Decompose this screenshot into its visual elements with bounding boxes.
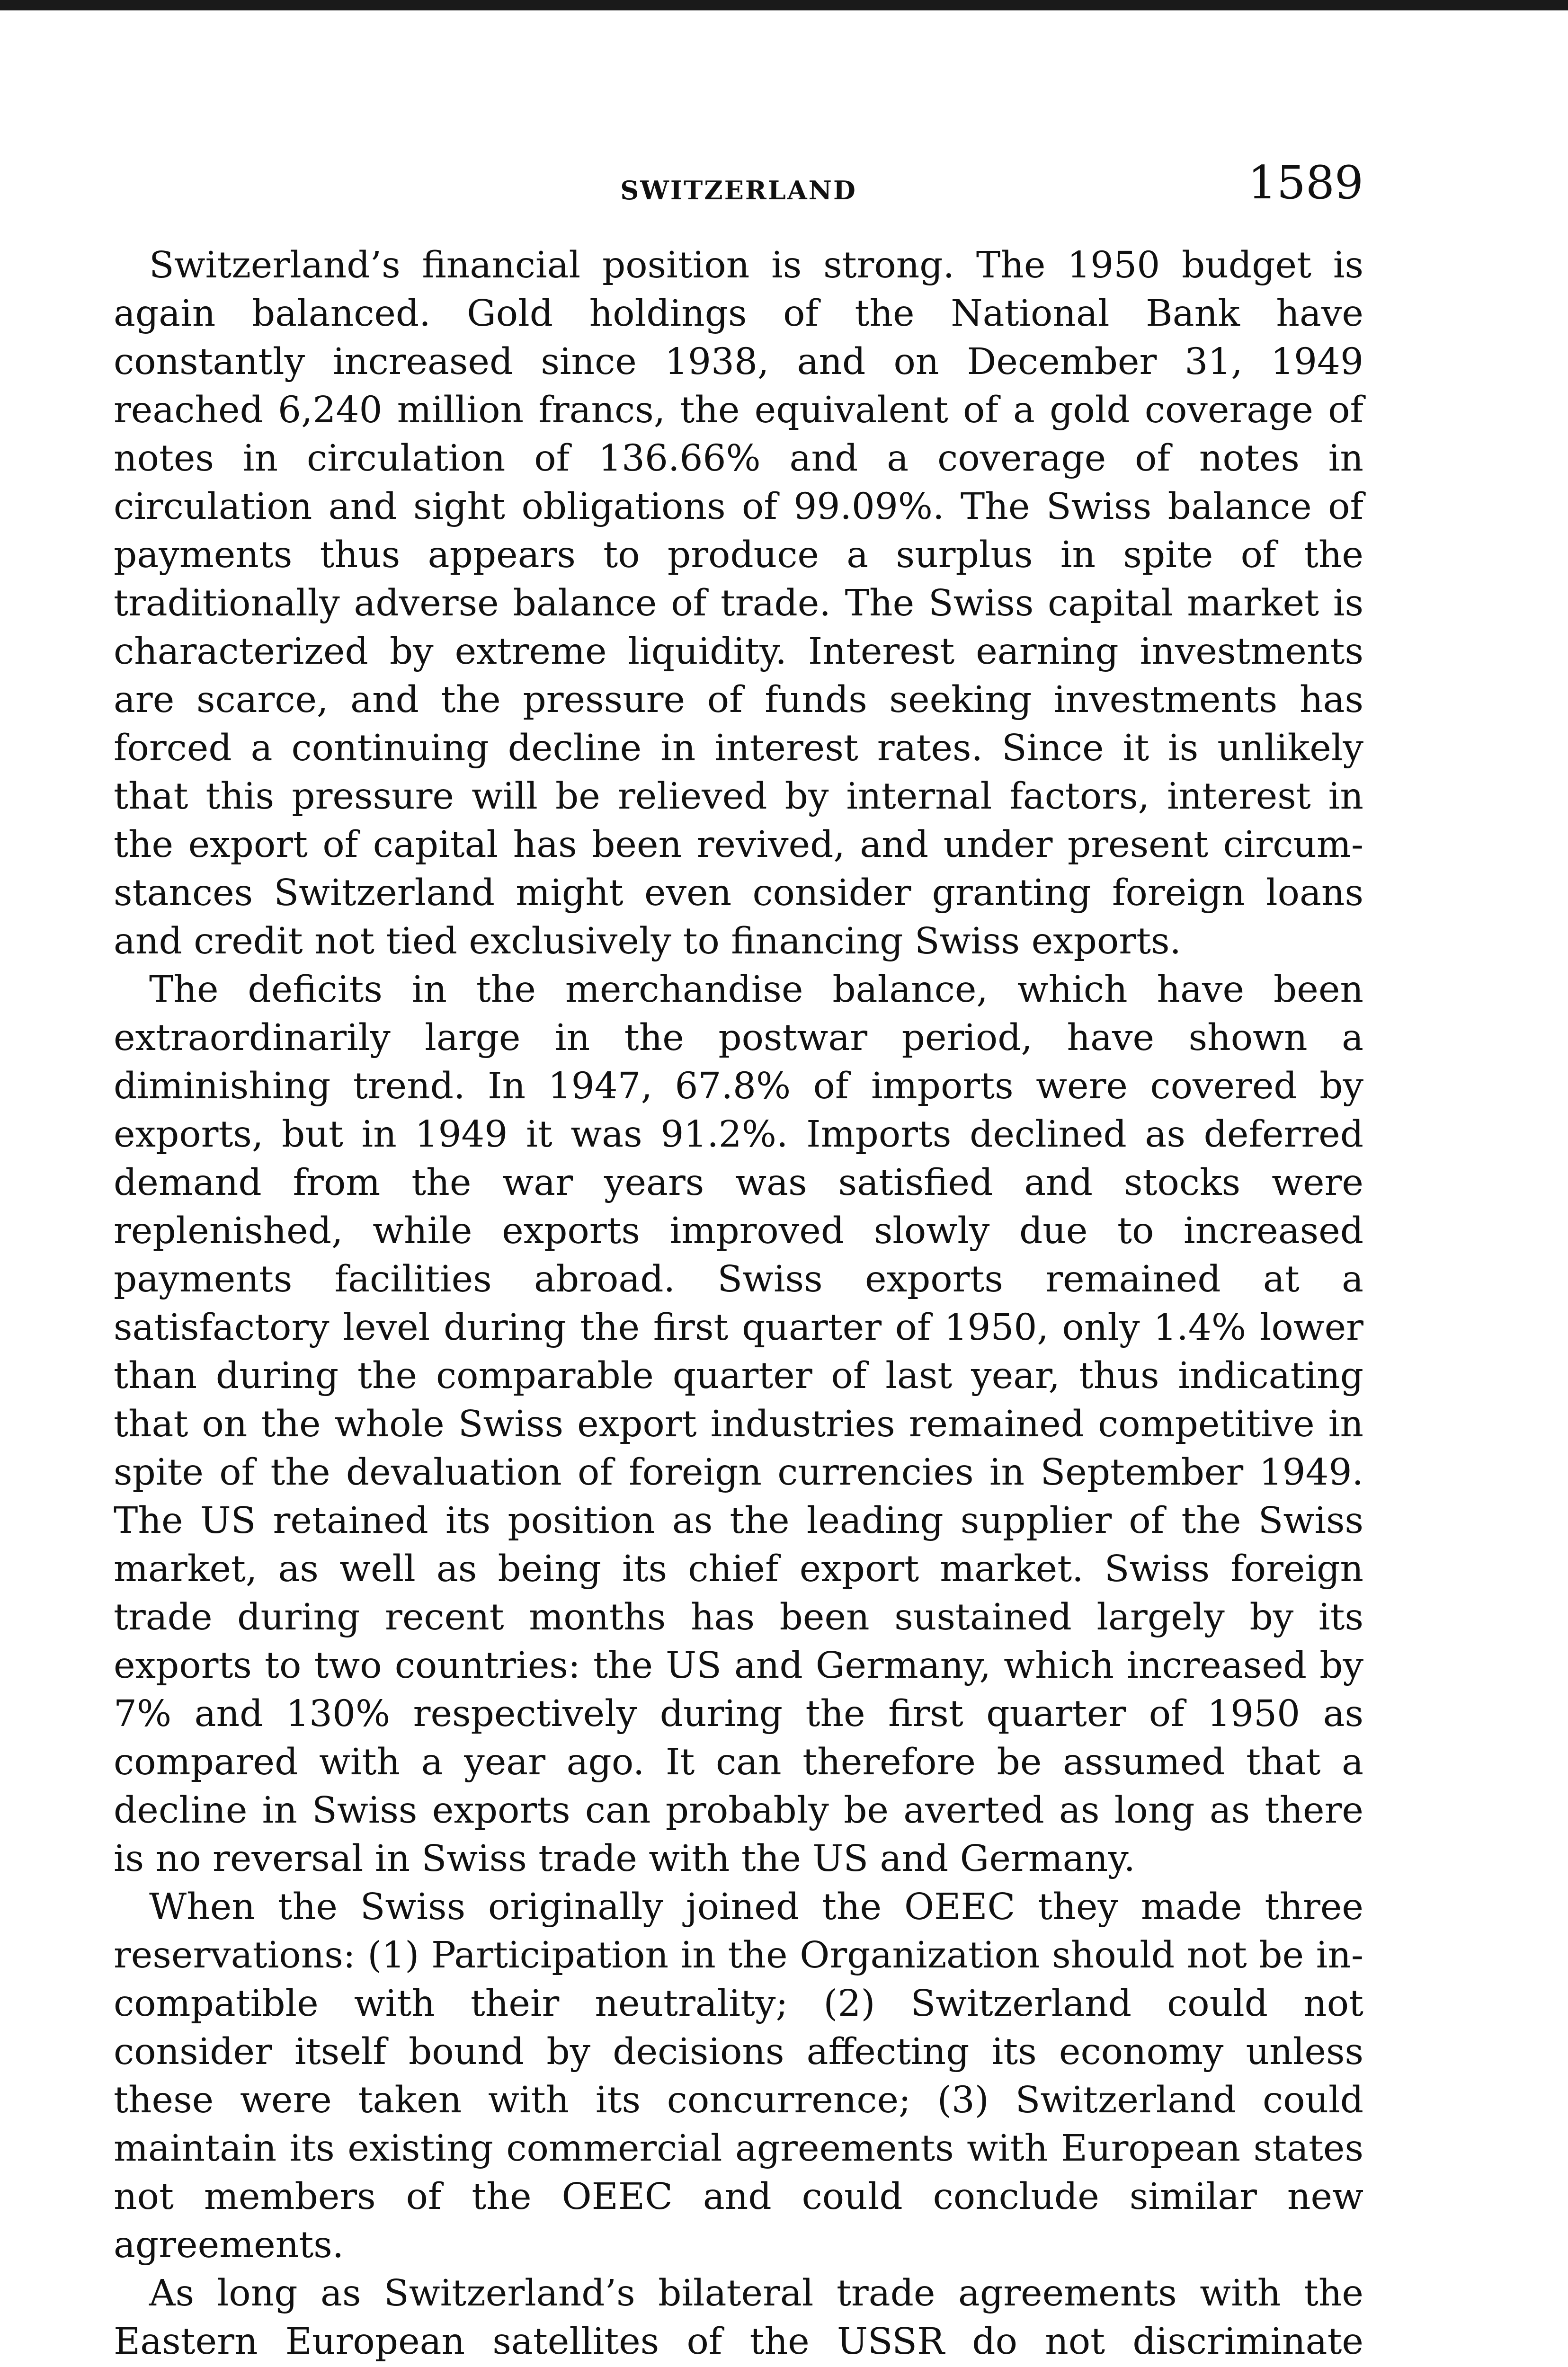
paragraph-merchandise-balance: The deficits in the merchandise balance, which have been extraordinarily large in the postwar period, have shown a diminishing trend. In 1947, 67.8% of imports were covered by exports, but in 1949 it was 91.2%. Imports declined as deferred demand from the war years was satisfied and stocks were replenished, while exports improved slowly due to increased payments facilities abroad. Swiss exports remained at a satisfactory level during the first quarter of 1950, only 1.4% lower than during the comparable quarter of last year, thus indicating that on the whole Swiss export industries remained competitive in spite of the devaluation of foreign currencies in September 1949. The US retained its position as the leading supplier of the Swiss market, as well as being its chief export market. Swiss foreign trade during recent months has been sustained largely by its exports to two countries: the US and Germany, which increased by 7% and 130% respectively during the first quarter of 1950 as compared with a year ago. It can therefore be assumed that a decline in Swiss exports can probably be averted as long as there is no reversal in Swiss trade with the US and Germany. <box>114 969 1363 1880</box>
body-text <box>114 241 1363 2367</box>
page-number: 1589 <box>1247 156 1363 209</box>
top-border-rule <box>0 0 1568 10</box>
running-head: SWITZERLAND <box>620 175 857 205</box>
paragraph-financial-position: Switzerland’s financial position is strong. The 1950 budget is again balanced. Gold holdings of the National Bank have constantly increased since 1938, and on December 31, 1949 reached 6,240 million francs, the equivalent of a gold coverage of notes in circulation of 136.66% and a coverage of notes in circulation and sight obligations of 99.09%. The Swiss balance of payments thus appears to produce a surplus in spite of the traditionally adverse balance of trade. The Swiss capital market is characterized by extreme liquidity. Interest earning investments are scarce, and the pressure of funds seeking investments has forced a continuing decline in interest rates. Since it is unlikely that this pressure will be relieved by internal factors, interest in the export of capital has been revived, and under present circumstances Switzerland might even consider granting foreign loans and credit not tied exclusively to financing Swiss exports. <box>114 244 1363 962</box>
paragraph-bilateral-agreements: As long as Switzerland’s bilateral trade agreements with the Eastern European satellites of the USSR do not discriminate <box>114 2272 1363 2363</box>
paragraph-oeec-reservations: When the Swiss originally joined the OEEC they made three reservations: (1) Participation in the Organization should not be incompatible with their neutrality; (2) Switzerland could not consider itself bound by decisions affecting its economy unless these were taken with its concurrence; (3) Switzerland could maintain its existing commercial agreements with European states not members of the OEEC and could conclude similar new agreements. <box>114 1886 1363 2266</box>
page-header <box>114 156 1363 222</box>
